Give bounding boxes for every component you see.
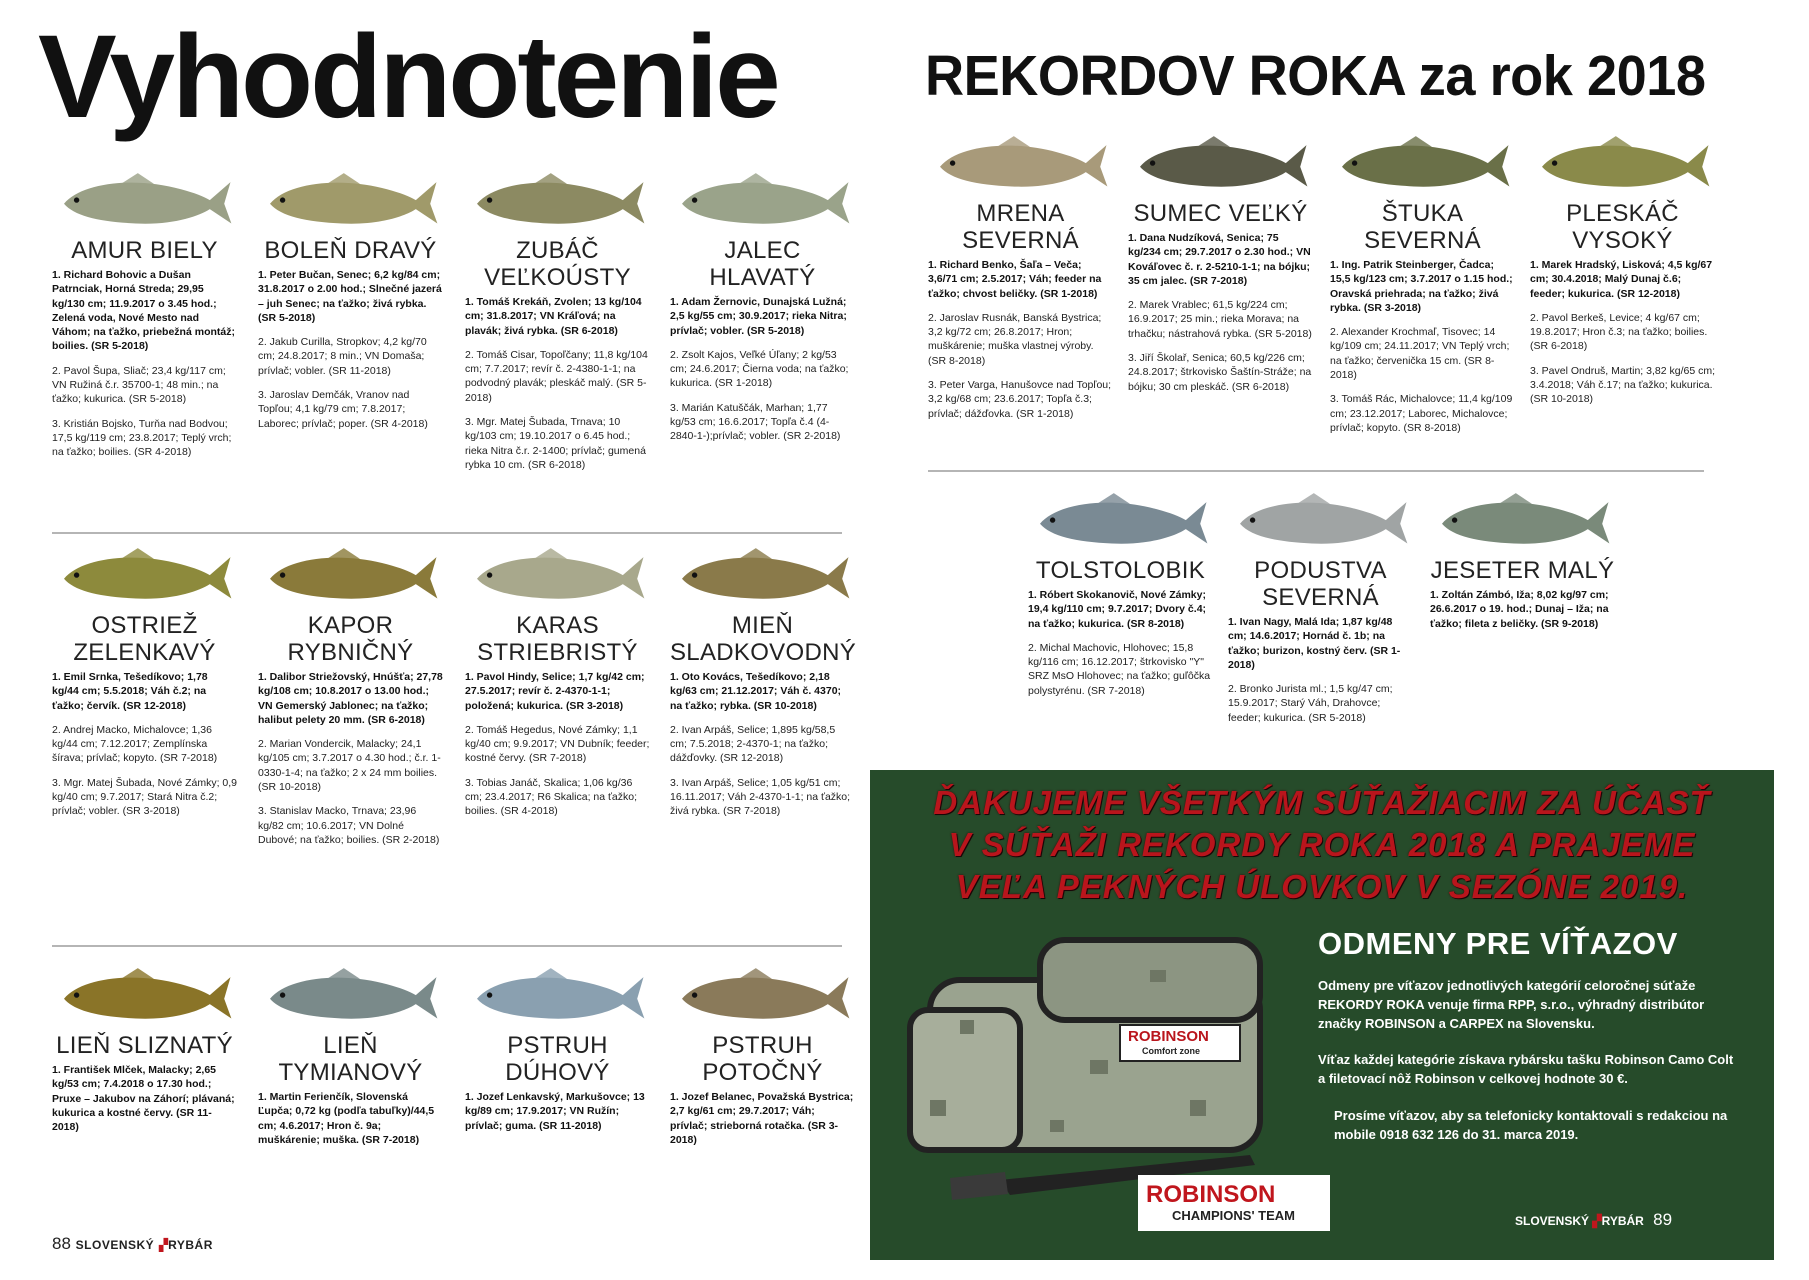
category-card <box>670 165 855 454</box>
record-entry: 2. Marian Vondercik, Malacky; 24,1 kg/105 cm; 3.7.2017 o 4.30 hod.; č.r. 1-0330-1-4; na ťažko; 2 x 24 mm boilies. (SR 10-2018) <box>258 738 441 794</box>
category-card <box>670 540 855 829</box>
record-entry: 1. Dana Nudzíková, Senica; 75 kg/234 cm; 29.7.2017 o 2.30 hod.; VN Kováľovec č. r. 2-5210-1-1; na bójku; 35 cm jalec. (SR 7-2018) <box>1128 232 1311 287</box>
record-entry: 3. Mgr. Matej Šubada, Nové Zámky; 0,9 kg/40 cm; 9.7.2017; Stará Nitra č.2; prívlač; vobler. (SR 3-2018) <box>52 776 238 818</box>
fish-image <box>1231 485 1411 557</box>
page-title-left: Vyhodnotenie <box>38 11 778 143</box>
fish-image <box>673 165 853 237</box>
record-entry: 2. Alexander Krochmaľ, Tisovec; 14 kg/109 cm; 24.11.2017; VN Teplý vrch; na ťažko; červenička 15 cm. (SR 8-2018) <box>1330 326 1510 382</box>
record-entry: 2. Jakub Curilla, Stropkov; 4,2 kg/70 cm; 24.8.2017; 8 min.; VN Domaša; prívlač; vobler. (SR 11-2018) <box>258 336 427 377</box>
category-card <box>1128 128 1313 404</box>
record-entry: 1. Richard Benko, Šaľa – Veča; 3,6/71 cm; 2.5.2017; Váh; feeder na ťažko; chvost beličky. (SR 1-2018) <box>928 259 1102 300</box>
species-name: PSTRUH DÚHOVÝ <box>505 1032 610 1086</box>
fish-image <box>1031 485 1211 557</box>
record-entry: 1. Róbert Skokanovič, Nové Zámky; 19,4 kg/110 cm; 9.7.2017; Dvory č.4; na ťažko; kukurica. (SR 8-2018) <box>1028 589 1207 630</box>
record-entry: 3. Peter Varga, Hanušovce nad Topľou; 3,2 kg/68 cm; 23.6.2017; Topľa č.3; prívlač; dážďovka. (SR 1-2018) <box>928 379 1112 420</box>
category-card <box>258 960 443 1157</box>
record-entry: 3. Ivan Arpáš, Selice; 1,05 kg/51 cm; 16.11.2017; Váh 2-4370-1-1; na ťažko; živá rybka. (SR 7-2018) <box>670 776 851 818</box>
fish-image <box>1333 128 1513 200</box>
species-name: AMUR BIELY <box>71 237 218 264</box>
species-name: KAPOR RYBNIČNÝ <box>287 612 414 666</box>
species-name: JALEC HLAVATÝ <box>709 237 816 291</box>
record-entry: 2. Pavol Berkeš, Levice; 4 kg/67 cm; 19.8.2017; Hron č.3; na ťažko; boilies. (SR 6-2018) <box>1530 311 1708 353</box>
species-name: KARAS STRIEBRISTÝ <box>477 612 638 666</box>
record-entry: 2. Zsolt Kajos, Veľké Úľany; 2 kg/53 cm; 24.6.2017; Čierna voda; na ťažko; kukurica. (SR 1-2018) <box>670 348 849 390</box>
category-card <box>465 165 650 482</box>
logo-sub: CHAMPIONS' TEAM <box>1172 1208 1295 1223</box>
prize-paragraph-3: Prosíme víťazov, aby sa telefonicky kontaktovali s redakciou na mobile 0918 632 126 do 31. marca 2019. <box>1334 1108 1728 1142</box>
record-entry: 1. Ing. Patrik Steinberger, Čadca; 15,5 kg/123 cm; 3.7.2017 o 1.15 hod.; Oravská priehrada; na ťažko; živá rybka. (SR 3-2018) <box>1330 259 1513 314</box>
robinson-logo <box>1138 1175 1330 1231</box>
page-title-right: REKORDOV ROKA za rok 2018 <box>925 44 1706 108</box>
record-entry: 1. Zoltán Zámbó, Iža; 8,02 kg/97 cm; 26.6.2017 o 19. hod.; Dunaj – Iža; na ťažko; fileta z beličky. (SR 9-2018) <box>1430 589 1609 630</box>
record-entry: 2. Tomáš Hegedus, Nové Zámky; 1,1 kg/40 cm; 9.9.2017; VN Dubník; feeder; kostné červy. (SR 7-2018) <box>465 723 650 765</box>
category-card <box>1228 485 1413 735</box>
fish-image <box>261 165 441 237</box>
species-name: TOLSTOLOBIK <box>1035 557 1206 584</box>
record-entry: 3. Kristián Bojsko, Turňa nad Bodvou; 17,5 kg/119 cm; 23.8.2017; Teplý vrch; na ťažko; boilies. (SR 4-2018) <box>52 417 232 459</box>
record-entry: 3. Jiří Školař, Senica; 60,5 kg/226 cm; 24.8.2017; štrkovisko Šaštín-Stráže; na bójku; 30 cm pleskáč. (SR 6-2018) <box>1128 352 1312 393</box>
species-name: JESETER MALÝ <box>1430 557 1615 584</box>
footer-brand-right: SLOVENSKÝ ▞RYBÁR 89 <box>1515 1210 1673 1229</box>
prize-paragraph-1: Odmeny pre víťazov jednotlivých kategórií celoročnej súťaže REKORDY ROKA venuje firma RPP, s.r.o., výhradný distribútor značky ROBINSON a CARPEX na Slovensku. <box>1318 978 1705 1031</box>
divider <box>928 470 1704 472</box>
record-entry: 3. Tomáš Rác, Michalovce; 11,4 kg/109 cm; 23.12.2017; Laborec, Michalovce; prívlač; kopyto. (SR 8-2018) <box>1330 393 1513 434</box>
record-entry: 2. Marek Vrablec; 61,5 kg/224 cm; 16.9.2017; 25 min.; rieka Morava; na trhačku; nástrahová rybka. (SR 5-2018) <box>1128 299 1312 340</box>
divider <box>52 532 842 534</box>
record-entry: 2. Tomáš Cisar, Topoľčany; 11,8 kg/104 cm; 7.7.2017; revír č. 2-4380-1-1; na podvodný plavák; pleskáč malý. (SR 5-2018) <box>465 348 648 404</box>
fish-image <box>673 960 853 1032</box>
category-card <box>52 960 237 1144</box>
prize-heading: ODMENY PRE VÍŤAZOV <box>1318 926 1678 961</box>
record-entry: 3. Jaroslav Demčák, Vranov nad Topľou; 4,1 kg/79 cm; 7.8.2017; Laborec; prívlač; poper. (SR 4-2018) <box>258 389 428 430</box>
fish-image <box>1533 128 1713 200</box>
record-entry: 3. Stanislav Macko, Trnava; 23,96 kg/82 cm; 10.6.2017; VN Dolné Dubové; na ťažko; boilies. (SR 2-2018) <box>258 805 440 846</box>
fish-image <box>1433 485 1613 557</box>
record-entry: 3. Pavel Ondruš, Martin; 3,82 kg/65 cm; 3.4.2018; Váh č.17; na ťažko; kukurica. (SR 10-2018) <box>1530 364 1716 406</box>
fish-image <box>261 540 441 612</box>
record-entry: 1. František Mlček, Malacky; 2,65 kg/53 cm; 7.4.2018 o 17.30 hod.; Pruxe – Jakubov na Záhorí; plávaná; kukurica a kostné červy. (SR 11-2018) <box>52 1064 235 1134</box>
category-card <box>52 165 237 470</box>
record-entry: 1. Martin Ferienčík, Slovenská Ľupča; 0,72 kg (podľa tabuľky)/44,5 cm; 4.6.2017; Hron č. 9a; muškárenie; muška. (SR 7-2018) <box>258 1091 435 1146</box>
category-card <box>52 540 237 829</box>
record-entry: 2. Pavol Šupa, Sliač; 23,4 kg/117 cm; VN Ružiná č.r. 35700-1; 48 min.; na ťažko; kukurica. (SR 5-2018) <box>52 364 226 406</box>
thanks-line-2: V SÚŤAŽI REKORDY ROKA 2018 A PRAJEME <box>948 826 1696 863</box>
prize-paragraph-2: Víťaz každej kategórie získava rybársku tašku Robinson Camo Colt a filetovací nôž Robinson v celkovej hodnote 30 €. <box>1318 1052 1734 1086</box>
record-entry: 2. Ivan Arpáš, Selice; 1,895 kg/58,5 cm; 7.5.2018; 2-4370-1; na ťažko; dážďovky. (SR 12-2018) <box>670 723 836 765</box>
bag-brand-sub: Comfort zone <box>1142 1046 1200 1056</box>
divider <box>52 945 842 947</box>
record-entry: 3. Mgr. Matej Šubada, Trnava; 10 kg/103 cm; 19.10.2017 o 6.45 hod.; rieka Nitra č.r. 2-1400; prívlač; gumená rybka 10 cm. (SR 6-2018) <box>465 416 646 471</box>
species-name: PLESKÁČ VYSOKÝ <box>1566 200 1679 254</box>
species-name: LIEŇ TYMIANOVÝ <box>278 1032 423 1086</box>
record-entry: 1. Pavol Hindy, Selice; 1,7 kg/42 cm; 27.5.2017; revír č. 2-4370-1-1; položená; kukurica. (SR 3-2018) <box>465 671 645 712</box>
record-entry: 2. Michal Machovic, Hlohovec; 15,8 kg/116 cm; 16.12.2017; štrkovisko "Y" SRZ MsO Hlohovec; na ťažko; guľôčka polystyrénu. (SR 7-2018) <box>1028 641 1211 697</box>
record-entry: 2. Bronko Jurista ml.; 1,5 kg/47 cm; 15.9.2017; Starý Váh, Drahovce; feeder; kukurica. (SR 5-2018) <box>1228 683 1393 724</box>
robinson-bag-image <box>890 910 1310 1210</box>
record-entry: 1. Ivan Nagy, Malá Ida; 1,87 kg/48 cm; 14.6.2017; Hornád č. 1b; na ťažko; burizon, kostný červ. (SR 1-2018) <box>1228 616 1401 671</box>
thanks-message <box>870 782 1774 908</box>
record-entry: 3. Tobias Janáč, Skalica; 1,06 kg/36 cm; 23.4.2017; R6 Skalica; na ťažko; boilies. (SR 4-2018) <box>465 776 638 818</box>
category-card <box>1430 485 1615 641</box>
record-entry: 1. Tomáš Krekáň, Zvolen; 13 kg/104 cm; 31.8.2017; VN Kráľová; na plavák; živá rybka. (SR 6-2018) <box>465 296 642 337</box>
record-entry: 1. Marek Hradský, Lisková; 4,5 kg/67 cm; 30.4.2018; Malý Dunaj č.6; feeder; kukurica. (SR 12-2018) <box>1530 259 1713 300</box>
fish-image <box>55 540 235 612</box>
species-name: MIEŇ SLADKOVODNÝ <box>670 612 857 666</box>
bag-brand: ROBINSON <box>1128 1028 1209 1045</box>
record-entry: 1. Richard Bohovic a Dušan Patrnciak, Horná Streda; 29,95 kg/130 cm; 11.9.2017 o 3.45 hod.; Zelená voda, Nové Mesto nad Váhom; na ťažko, priebežná montáž; boilies. (SR 5-2018) <box>52 269 235 353</box>
footer-left: 88 SLOVENSKÝ ▞RYBÁR <box>52 1234 213 1253</box>
fish-image <box>673 540 853 612</box>
record-entry: 1. Jozef Lenkavský, Markušovce; 13 kg/89 cm; 17.9.2017; VN Ružín; prívlač; guma. (SR 11-2018) <box>465 1091 645 1132</box>
thanks-line-1: ĎAKUJEME VŠETKÝM SÚŤAŽIACIM ZA ÚČASŤ <box>933 784 1711 821</box>
record-entry: 1. Emil Srnka, Tešedíkovo; 1,78 kg/44 cm; 5.5.2018; Váh č.2; na ťažko; červík. (SR 12-2018) <box>52 671 208 712</box>
category-card <box>928 128 1113 431</box>
record-entry: 2. Andrej Macko, Michalovce; 1,36 kg/44 cm; 7.12.2017; Zemplínska šírava; prívlač; kopyto. (SR 7-2018) <box>52 723 218 765</box>
species-name: BOLEŇ DRAVÝ <box>264 237 437 264</box>
record-entry: 3. Marián Katuščák, Marhan; 1,77 kg/53 cm; 16.6.2017; Topľa č.4 (4-2840-1-);prívlač; vobler. (SR 2-2018) <box>670 401 841 443</box>
species-name: PSTRUH POTOČNÝ <box>702 1032 823 1086</box>
species-name: ŠTUKA SEVERNÁ <box>1364 200 1481 254</box>
species-name: ZUBÁČ VEĽKOÚSTY <box>484 237 631 291</box>
logo-brand: ROBINSON <box>1146 1181 1276 1208</box>
category-card <box>258 540 443 857</box>
category-card <box>465 960 650 1143</box>
species-name: MRENA SEVERNÁ <box>962 200 1079 254</box>
category-card <box>1028 485 1213 708</box>
species-name: PODUSTVA SEVERNÁ <box>1254 557 1387 611</box>
fish-image <box>468 165 648 237</box>
species-name: OSTRIEŽ ZELENKAVÝ <box>73 612 216 666</box>
record-entry: 1. Oto Kovács, Tešedíkovo; 2,18 kg/63 cm; 21.12.2017; Váh č. 4370; na ťažko; rybka. (SR 10-2018) <box>670 671 842 712</box>
page-number-right: 89 <box>1653 1210 1673 1229</box>
fish-image <box>55 960 235 1032</box>
record-entry: 1. Dalibor Striežovský, Hnúšťa; 27,78 kg/108 cm; 10.8.2017 o 13.00 hod.; VN Gemerský Jablonec; na ťažko; halibut pelety 20 mm. (SR 6-2018) <box>258 671 443 726</box>
promo-panel <box>870 770 1774 1260</box>
fish-image <box>468 960 648 1032</box>
record-entry: 1. Peter Bučan, Senec; 6,2 kg/84 cm; 31.8.2017 o 2.00 hod.; Slnečné jazerá – juh Senec; na ťažko; živá rybka. (SR 5-2018) <box>258 269 442 324</box>
species-name: LIEŇ SLIZNATÝ <box>56 1032 233 1059</box>
fish-image <box>1131 128 1311 200</box>
fish-image <box>55 165 235 237</box>
fish-image <box>931 128 1111 200</box>
category-card <box>465 540 650 829</box>
record-entry: 2. Jaroslav Rusnák, Banská Bystrica; 3,2 kg/72 cm; 26.8.2017; Hron; muškárenie; muška vlastnej výroby. (SR 8-2018) <box>928 311 1102 367</box>
category-card <box>258 165 443 441</box>
record-entry: 1. Jozef Belanec, Považská Bystrica; 2,7 kg/61 cm; 29.7.2017; Váh; prívlač; strieborná rotačka. (SR 3-2018) <box>670 1091 854 1146</box>
category-card <box>1330 128 1515 445</box>
category-card <box>1530 128 1715 417</box>
category-card <box>670 960 855 1157</box>
fish-image <box>468 540 648 612</box>
record-entry: 1. Adam Žernovic, Dunajská Lužná; 2,5 kg/55 cm; 30.9.2017; rieka Nitra; prívlač; vobler. (SR 5-2018) <box>670 296 847 337</box>
thanks-line-3: VEĽA PEKNÝCH ÚLOVKOV V SEZÓNE 2019. <box>955 868 1689 905</box>
fish-image <box>261 960 441 1032</box>
species-name: SUMEC VEĽKÝ <box>1133 200 1308 227</box>
page-number-left: 88 <box>52 1234 71 1253</box>
